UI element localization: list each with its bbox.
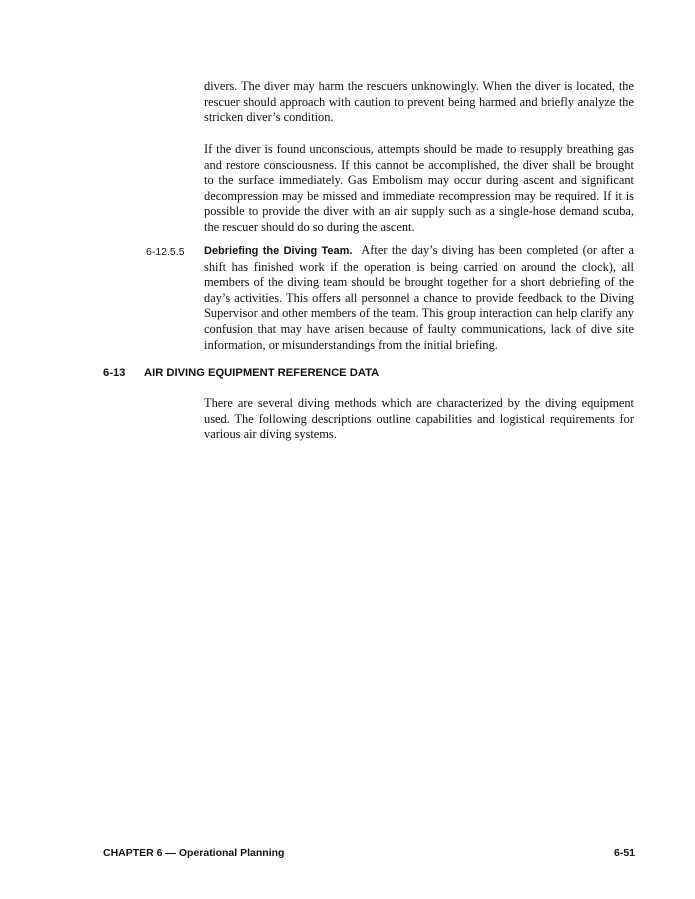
footer-page-number: 6-51 [613, 847, 635, 859]
paragraph-unconscious-diver: If the diver is found unconscious, attempts should be made to resupply breathing gas and restore consciousness. If this cannot be accomplished, the diver shall be brought to the surface immediately. Gas Embolism may occur during ascent and significant decompression may be missed and immediate recompression may be required. If it is possible to provide the diver with an air supply such as a single-hose demand scuba, the rescuer should do so during the ascent. [204, 142, 634, 234]
paragraph-diving-methods: There are several diving methods which are characterized by the diving equipment used. The following descriptions outline capabilities and logistical requirements for various air diving systems. [204, 396, 634, 442]
section-number: 6-13 [103, 367, 126, 379]
section-heading [103, 366, 379, 380]
paragraph-rescue-approach: divers. The diver may harm the rescuers unknowingly. When the diver is located, the rescuer should approach with caution to prevent being harmed and briefly analyze the stricken diver’s condition. [204, 79, 634, 125]
section-title: AIR DIVING EQUIPMENT REFERENCE DATA [144, 367, 380, 379]
subsection-heading: Debriefing the Diving Team. [204, 245, 353, 257]
footer-chapter: CHAPTER 6 — Operational Planning [103, 847, 285, 859]
paragraph-debriefing [204, 243, 634, 353]
subsection-number: 6-12.5.5 [146, 246, 185, 258]
subsection-text: After the day’s diving has been completed (or after a shift has finished work if the operation is being carried on around the clock), all members of the diving team should be brought together for a short debriefing of the day’s activities. This offers all personnel a chance to provide feedback to the Diving Supervisor and other members of the team. This group interaction can help clarify any confusion that may have arisen because of faulty communications, lack of dive site information, or misunderstandings from the initial briefing. [204, 243, 635, 352]
